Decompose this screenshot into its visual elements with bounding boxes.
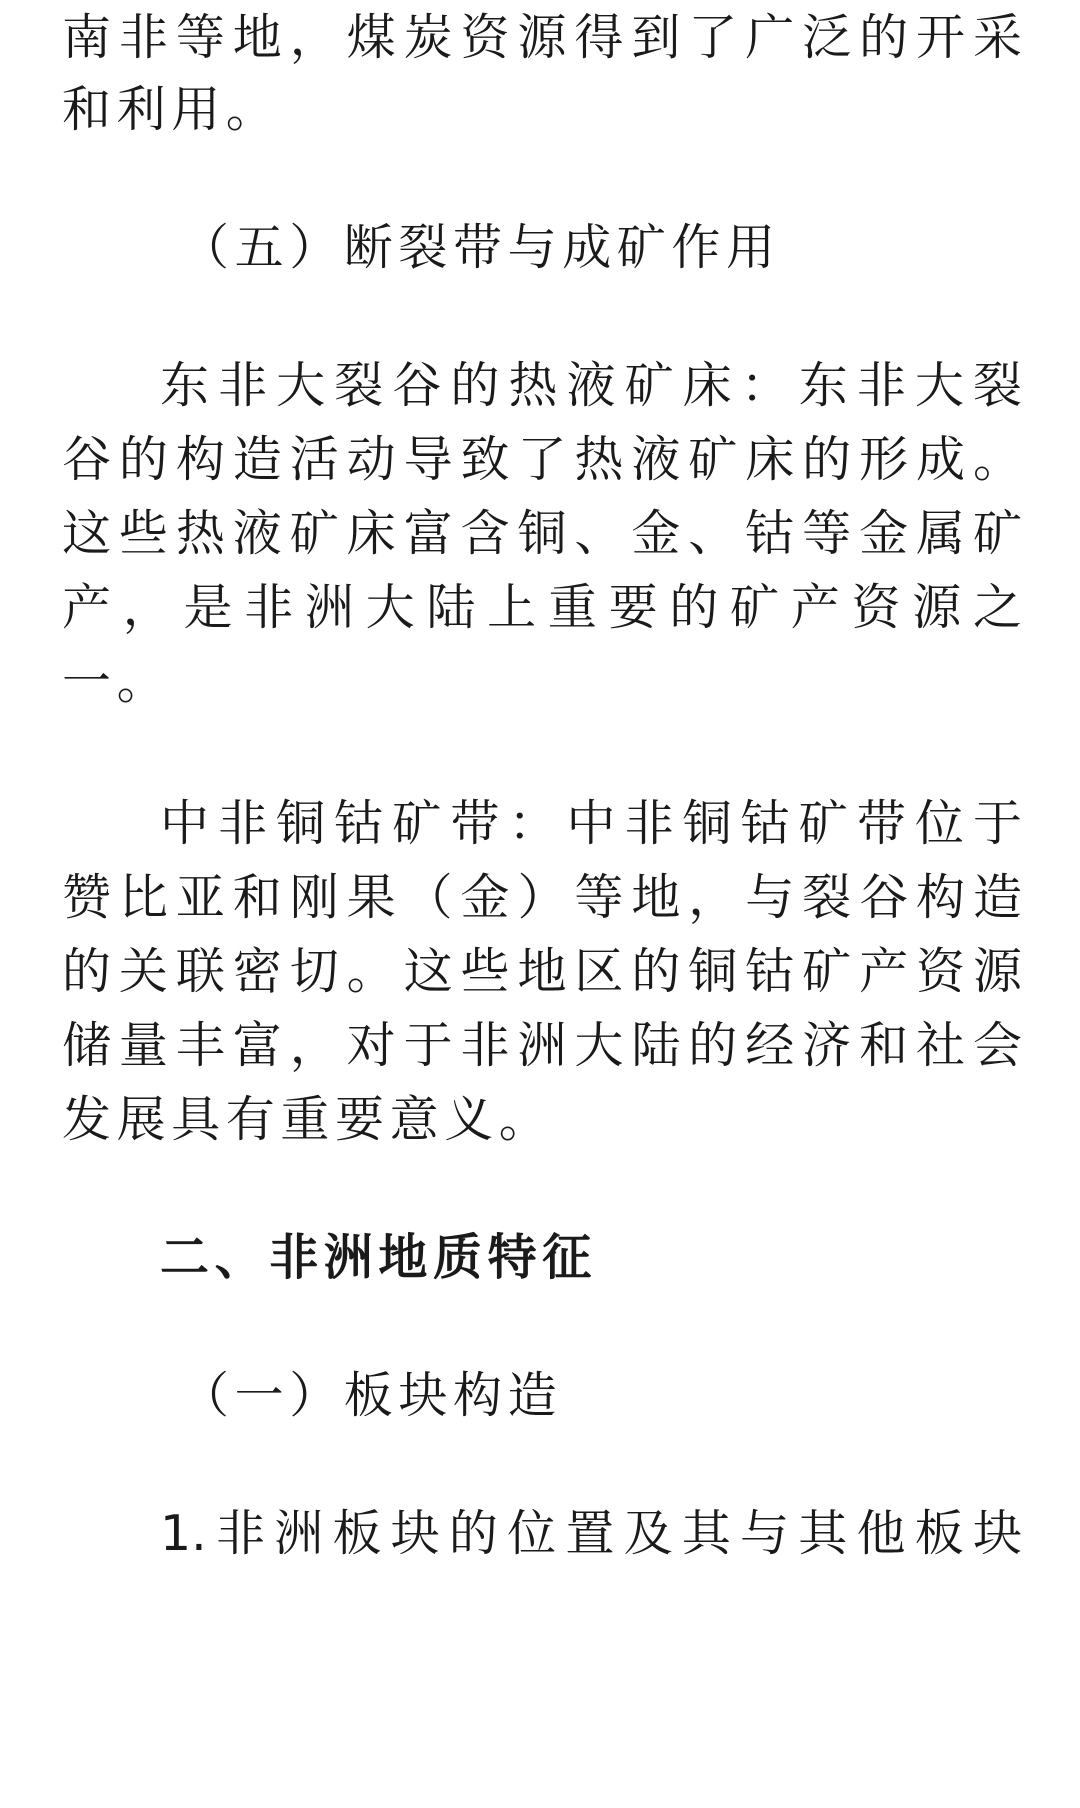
text-line: 一。 (62, 653, 172, 710)
text-line: 储量丰富，对于非洲大陆的经济和社会 (62, 1017, 1022, 1074)
text-line: 赞比亚和刚果（金）等地，与裂谷构造 (62, 869, 1022, 926)
section-heading-one: （一）板块构造 (180, 1367, 563, 1424)
text-line: 发展具有重要意义。 (62, 1091, 554, 1148)
text-line: 东非大裂谷的热液矿床：东非大裂 (160, 357, 1022, 414)
text-line: 产，是非洲大陆上重要的矿产资源之 (62, 579, 1022, 636)
text-line: 中非铜钴矿带：中非铜钴矿带位于 (160, 795, 1022, 852)
text-line: 南非等地，煤炭资源得到了广泛的开采 (62, 9, 1022, 66)
section-heading-five: （五）断裂带与成矿作用 (180, 219, 781, 276)
text-line: 这些热液矿床富含铜、金、钴等金属矿 (62, 505, 1022, 562)
text-line: 的关联密切。这些地区的铜钴矿产资源 (62, 943, 1022, 1000)
text-line: 谷的构造活动导致了热液矿床的形成。 (62, 431, 1022, 488)
chapter-heading-two: 二、非洲地质特征 (160, 1229, 597, 1286)
list-item-one: 1.非洲板块的位置及其与其他板块 (160, 1505, 1022, 1562)
text-line: 和利用。 (62, 81, 281, 138)
